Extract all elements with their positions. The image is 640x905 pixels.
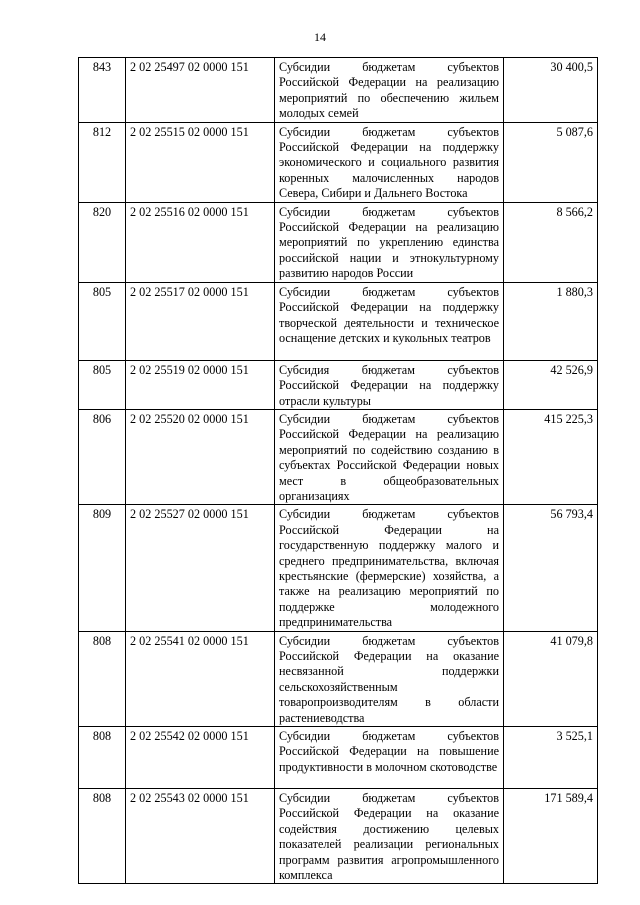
admin-code-cell: 809: [79, 505, 126, 631]
description-cell: Субсидии бюджетам субъектов Российской Федерации на реализацию мероприятий по содействию созданию в субъектах Российской Федерации новых мест в общеобразовательных организациях: [275, 409, 504, 504]
table-row: [79, 122, 598, 202]
amount-cell: 8 566,2: [504, 202, 598, 282]
amount-cell: 5 087,6: [504, 122, 598, 202]
table-row: [79, 202, 598, 282]
budget-code-cell: 2 02 25497 02 0000 151: [126, 58, 275, 123]
budget-code-cell: 2 02 25541 02 0000 151: [126, 631, 275, 726]
amount-cell: 171 589,4: [504, 789, 598, 884]
admin-code-cell: 812: [79, 122, 126, 202]
description-cell: Субсидии бюджетам субъектов Российской Федерации на оказание содействия достижению целевых показателей реализации региональных программ развития агропромышленного комплекса: [275, 789, 504, 884]
admin-code-cell: 808: [79, 727, 126, 789]
description-cell: Субсидия бюджетам субъектов Российской Федерации на поддержку отрасли культуры: [275, 360, 504, 409]
table-row: [79, 505, 598, 631]
budget-code-cell: 2 02 25519 02 0000 151: [126, 360, 275, 409]
table-row: [79, 360, 598, 409]
table-body: [79, 58, 598, 884]
admin-code-cell: 805: [79, 282, 126, 360]
budget-code-cell: 2 02 25517 02 0000 151: [126, 282, 275, 360]
amount-cell: 1 880,3: [504, 282, 598, 360]
admin-code-cell: 808: [79, 631, 126, 726]
admin-code-cell: 805: [79, 360, 126, 409]
table-row: [79, 282, 598, 360]
description-cell: Субсидии бюджетам субъектов Российской Федерации на поддержку творческой деятельности и техническое оснащение детских и кукольных театров: [275, 282, 504, 360]
admin-code-cell: 806: [79, 409, 126, 504]
budget-revenue-table: [78, 57, 598, 884]
budget-code-cell: 2 02 25542 02 0000 151: [126, 727, 275, 789]
amount-cell: 56 793,4: [504, 505, 598, 631]
amount-cell: 415 225,3: [504, 409, 598, 504]
budget-code-cell: 2 02 25515 02 0000 151: [126, 122, 275, 202]
budget-code-cell: 2 02 25527 02 0000 151: [126, 505, 275, 631]
amount-cell: 3 525,1: [504, 727, 598, 789]
description-cell: Субсидии бюджетам субъектов Российской Федерации на оказание несвязанной поддержки сельскохозяйственным товаропроизводителям в области растениеводства: [275, 631, 504, 726]
budget-code-cell: 2 02 25543 02 0000 151: [126, 789, 275, 884]
page-number: 14: [314, 30, 326, 44]
table-row: [79, 409, 598, 504]
table-row: [79, 727, 598, 789]
admin-code-cell: 808: [79, 789, 126, 884]
description-cell: Субсидии бюджетам субъектов Российской Федерации на повышение продуктивности в молочном скотоводстве: [275, 727, 504, 789]
budget-code-cell: 2 02 25520 02 0000 151: [126, 409, 275, 504]
description-cell: Субсидии бюджетам субъектов Российской Федерации на реализацию мероприятий по обеспечению жильем молодых семей: [275, 58, 504, 123]
table-row: [79, 631, 598, 726]
amount-cell: 42 526,9: [504, 360, 598, 409]
amount-cell: 41 079,8: [504, 631, 598, 726]
table-row: [79, 789, 598, 884]
admin-code-cell: 843: [79, 58, 126, 123]
amount-cell: 30 400,5: [504, 58, 598, 123]
admin-code-cell: 820: [79, 202, 126, 282]
description-cell: Субсидии бюджетам субъектов Российской Федерации на поддержку экономического и социального развития коренных малочисленных народов Севера, Сибири и Дальнего Востока: [275, 122, 504, 202]
description-cell: Субсидии бюджетам субъектов Российской Федерации на государственную поддержку малого и среднего предпринимательства, включая крестьянские (фермерские) хозяйства, а также на реализацию мероприятий по поддержке молодежного предпринимательства: [275, 505, 504, 631]
description-cell: Субсидии бюджетам субъектов Российской Федерации на реализацию мероприятий по укреплению единства российской нации и этнокультурному развитию народов России: [275, 202, 504, 282]
budget-code-cell: 2 02 25516 02 0000 151: [126, 202, 275, 282]
table-row: [79, 58, 598, 123]
